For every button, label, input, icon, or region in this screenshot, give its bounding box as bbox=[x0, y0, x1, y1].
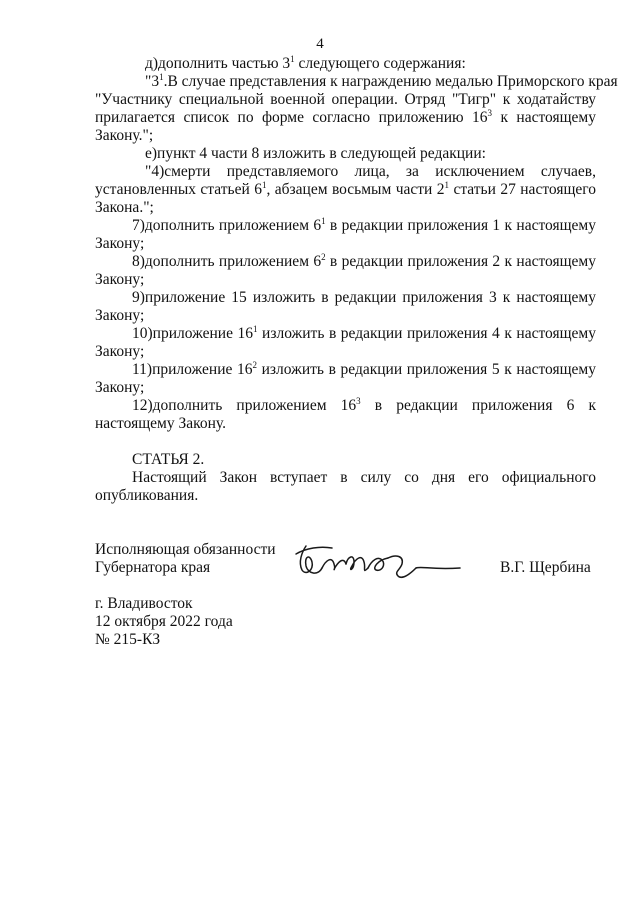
point-4-line-3: Закона."; bbox=[95, 199, 154, 216]
signatory-position-line-2: Губернатора края bbox=[95, 559, 211, 576]
item-9-line-2: Закону; bbox=[95, 307, 145, 324]
item-11-line-2: Закону; bbox=[95, 379, 145, 396]
law-number: № 215-КЗ bbox=[95, 631, 161, 648]
item-10-line-1: 10)приложение $16^1$ изложить в редакции приложения 4 к настоящему bbox=[132, 324, 596, 342]
item-8-line-1: 8)дополнить приложением $6^2$ в редакции приложения 2 к настоящему bbox=[132, 252, 596, 270]
item-7-line-1: 7)дополнить приложением $6^1$ в редакции приложения 1 к настоящему bbox=[132, 216, 596, 234]
item-11-line-1: 11)приложение $16^2$ изложить в редакции приложения 5 к настоящему bbox=[132, 360, 596, 378]
city: г. Владивосток bbox=[95, 595, 193, 612]
item-10-line-2: Закону; bbox=[95, 343, 145, 360]
part-3-1-line-1: "$3^1.В$ случае представления к награждению медалью Приморского края bbox=[145, 72, 618, 90]
handwritten-signature-icon bbox=[292, 538, 472, 593]
item-d-line: д)дополнить частью $3^1$ следующего содержания: bbox=[145, 54, 466, 72]
item-7-line-2: Закону; bbox=[95, 235, 145, 252]
signatory-name: В.Г. Щербина bbox=[500, 559, 591, 576]
point-4-line-1: "4)смерти представляемого лица, за исключением случаев, bbox=[145, 163, 596, 180]
item-e-line: е)пункт 4 части 8 изложить в следующей редакции: bbox=[145, 145, 486, 162]
date: 12 октября 2022 года bbox=[95, 613, 233, 630]
item-12-line-1: 12)дополнить приложением $16^3$ в редакции приложения 6 к bbox=[132, 396, 596, 414]
part-3-1-line-4: Закону."; bbox=[95, 127, 154, 144]
article-2-text-line-2: опубликования. bbox=[95, 487, 199, 504]
signatory-position-line-1: Исполняющая обязанности bbox=[95, 541, 276, 558]
item-8-line-2: Закону; bbox=[95, 271, 145, 288]
part-3-1-line-3: прилагается список по форме согласно приложению $16^3$ к настоящему bbox=[95, 108, 596, 126]
item-12-line-2: настоящему Закону. bbox=[95, 415, 226, 432]
page-number: 4 bbox=[316, 36, 324, 52]
part-3-1-line-2: "Участнику специальной военной операции. Отряд "Тигр" к ходатайству bbox=[95, 91, 596, 108]
item-9-line-1: 9)приложение 15 изложить в редакции приложения 3 к настоящему bbox=[132, 289, 596, 306]
article-2-heading: СТАТЬЯ 2. bbox=[132, 451, 205, 468]
article-2-text-line-1: Настоящий Закон вступает в силу со дня его официального bbox=[132, 469, 596, 486]
point-4-line-2: установленных статьей $6^1$, абзацем восьмым части $2^1$ статьи 27 настоящего bbox=[95, 180, 597, 198]
